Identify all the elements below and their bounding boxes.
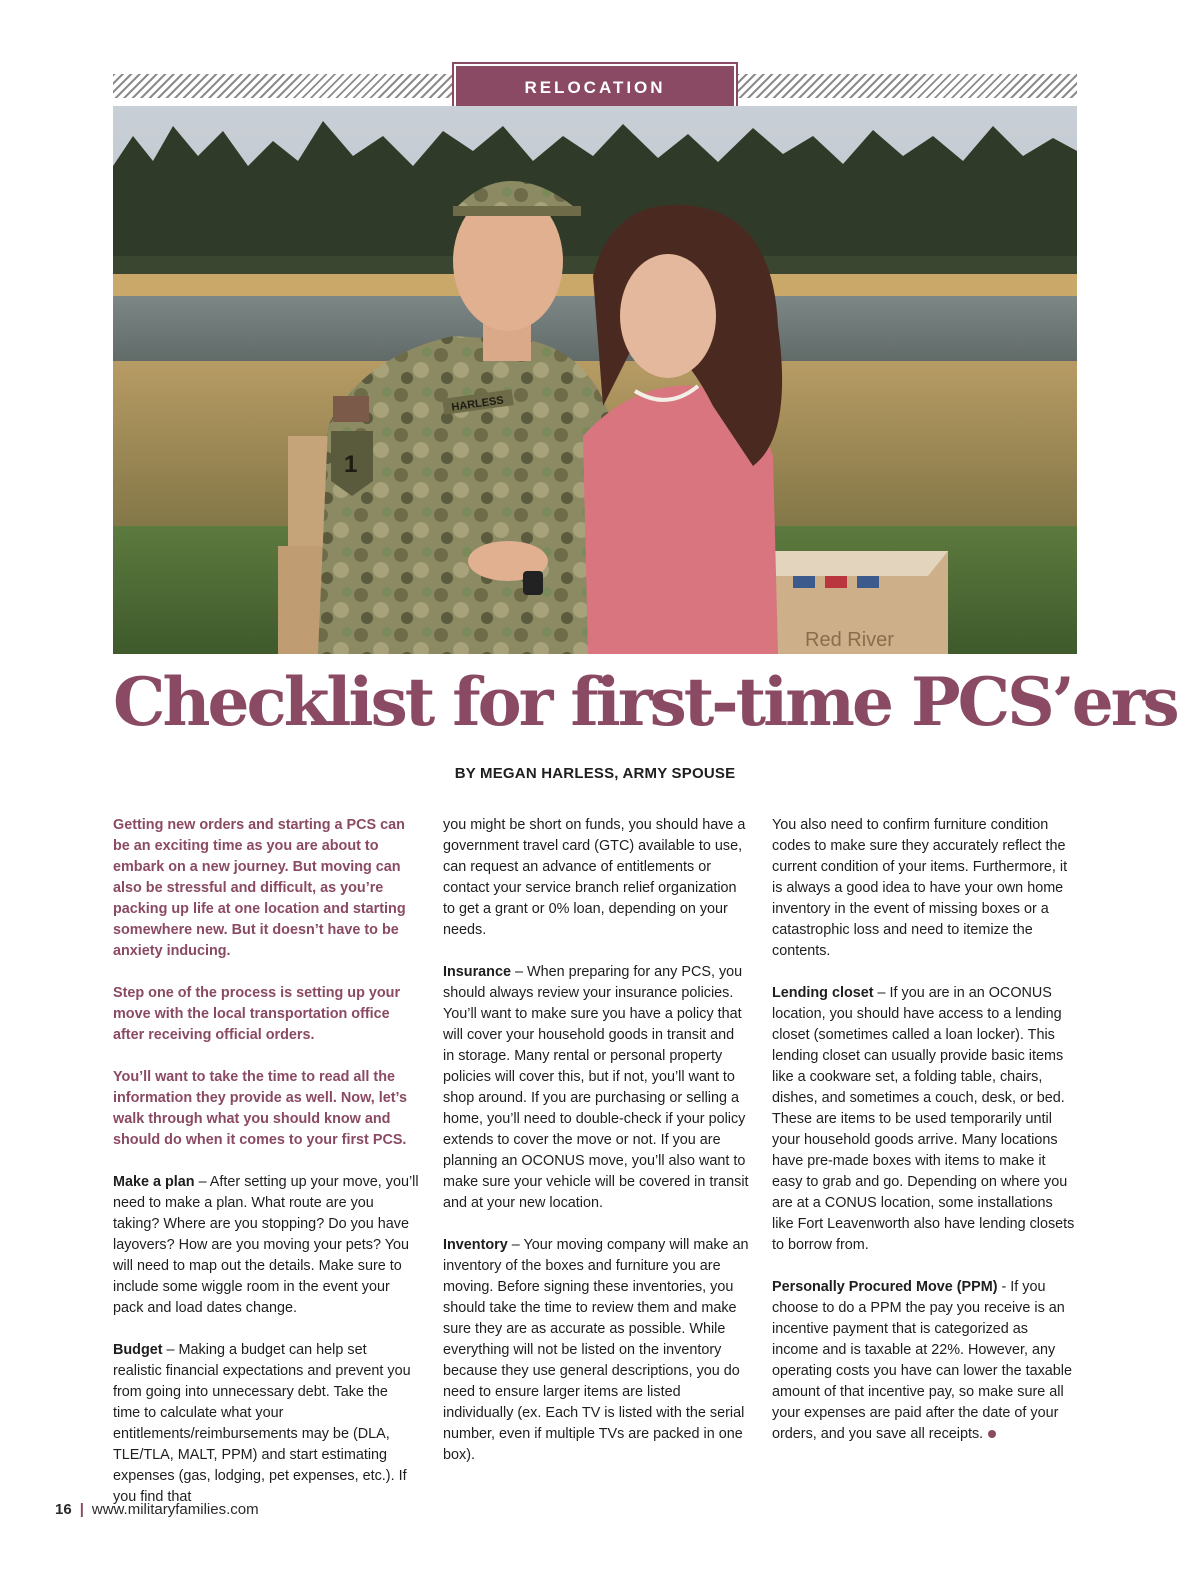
intro-paragraph-2: Step one of the process is setting up your move with the local transportation office after receiving official orders.: [113, 985, 401, 1043]
inventory-heading: Inventory: [443, 1237, 508, 1253]
insurance-heading: Insurance: [443, 964, 511, 980]
ppm-text: - If you choose to do a PPM the pay you receive is an incentive payment that is categorized as income and is taxable at 22%. However, any operating costs you have can lower the taxable amount of that incentive pay, so make sure all your expenses are paid after the date of your orders, and you save all receipts.: [772, 1279, 1072, 1442]
page-number: 16: [55, 1501, 72, 1518]
article-column-3: [772, 815, 1078, 1466]
header-hatch-left: [113, 74, 453, 98]
spouse-face: [620, 254, 716, 378]
inventory-continued: You also need to confirm furniture condition codes to make sure they accurately reflect the current condition of your items. Furthermore, it is always a good idea to have your own home inventory in the event of missing boxes or a catastrophic loss and need to itemize the contents.: [772, 817, 1068, 959]
article-byline: BY MEGAN HARLESS, ARMY SPOUSE: [454, 765, 736, 782]
insurance-text: – When preparing for any PCS, you should always review your insurance policies. You’ll want to make sure you have a policy that will cover your household goods in transit and in storage. Many rental or personal property policies will cover this, but if not, you’ll want to shop around. If you are purchasing or selling a home, you’ll need to double-check if your policy extends to cover the move or not. If you are planning an OCONUS move, you’ll also want to make sure your vehicle will be covered in transit and at your new location.: [443, 964, 749, 1211]
inventory-text: – Your moving company will make an inventory of the boxes and furniture you are moving. Before signing these inventories, you should take the time to review them and make sure they are as accurate as possible. While everything will not be listed on the inventory because they use general descriptions, you do need to ensure larger items are listed individually (ex. Each TV is listed with the serial number, even if multiple TVs are packed in one box).: [443, 1237, 749, 1463]
box-label: Red River: [805, 629, 894, 651]
section-budget: [113, 1340, 419, 1508]
intro-paragraph-1: Getting new orders and starting a PCS can be an exciting time as you are about to embark on a new journey. But moving can also be stressful and difficult, as you’re packing up life at one location and starting somewhere new. But it doesn’t have to be anxiety inducing.: [113, 817, 406, 959]
lending-closet-heading: Lending closet: [772, 985, 874, 1001]
unit-patch-number: 1: [344, 451, 358, 478]
article-headline: Checklist for first-time PCS’ers: [113, 663, 1177, 741]
section-label-text: RELOCATION: [524, 78, 666, 97]
name-tape: HARLESS: [450, 394, 505, 414]
section-ppm: [772, 1277, 1078, 1445]
budget-heading: Budget: [113, 1342, 163, 1358]
budget-text: – Making a budget can help set realistic financial expectations and prevent you from going into unnecessary debt. Take the time to calculate what your entitlements/reimbursements may be (DLA, TLE/TLA, MALT, PPM) and start estimating expenses (gas, lodging, pet expenses, etc.). If you find that: [113, 1342, 411, 1505]
section-make-a-plan: [113, 1172, 419, 1319]
article-column-1: [113, 815, 419, 1529]
section-inventory: [443, 1235, 749, 1466]
section-lending-closet: [772, 983, 1078, 1256]
budget-continued: you might be short on funds, you should have a government travel card (GTC) available to use, can request an advance of entitlements or contact your service branch relief organization to get a grant or 0% loan, depending on your needs.: [443, 817, 746, 938]
hero-photo-illustration: [113, 106, 1077, 654]
header-hatch-right: [737, 74, 1077, 98]
make-a-plan-heading: Make a plan: [113, 1174, 195, 1190]
footer-separator: |: [79, 1501, 84, 1518]
end-mark-icon: [988, 1430, 996, 1438]
hero-photo: [113, 106, 1077, 654]
intro-paragraph-3: You’ll want to take the time to read all the information they provide as well. Now, let’s walk through what you should know and should do when it comes to your first PCS.: [113, 1069, 407, 1148]
footer-website-link[interactable]: www.militaryfamilies.com: [91, 1501, 259, 1518]
flag-patch: [333, 396, 369, 422]
lending-closet-text: – If you are in an OCONUS location, you should have access to a lending closet (sometimes called a loan locker). This lending closet can usually provide basic items like a cookware set, a folding table, chairs, dishes, and sometimes a couch, desk, or bed. These are items to be used temporarily until your household goods arrive. Many locations have pre-made boxes with items to make it easy to grab and go. Depending on where you are at a CONUS location, some installations like Fort Leavenworth also have lending closets to borrow from.: [772, 985, 1075, 1253]
make-a-plan-text: – After setting up your move, you’ll need to make a plan. What route are you taking? Where are you stopping? Do you have layovers? How are you moving your pets? You will need to map out the details. Make sure to include some wiggle room in the event your pack and load dates change.: [113, 1174, 419, 1316]
article-column-2: [443, 815, 749, 1487]
section-insurance: [443, 962, 749, 1214]
ppm-heading: Personally Procured Move (PPM): [772, 1279, 998, 1295]
page-footer: [55, 1501, 259, 1518]
section-label: [454, 64, 736, 112]
